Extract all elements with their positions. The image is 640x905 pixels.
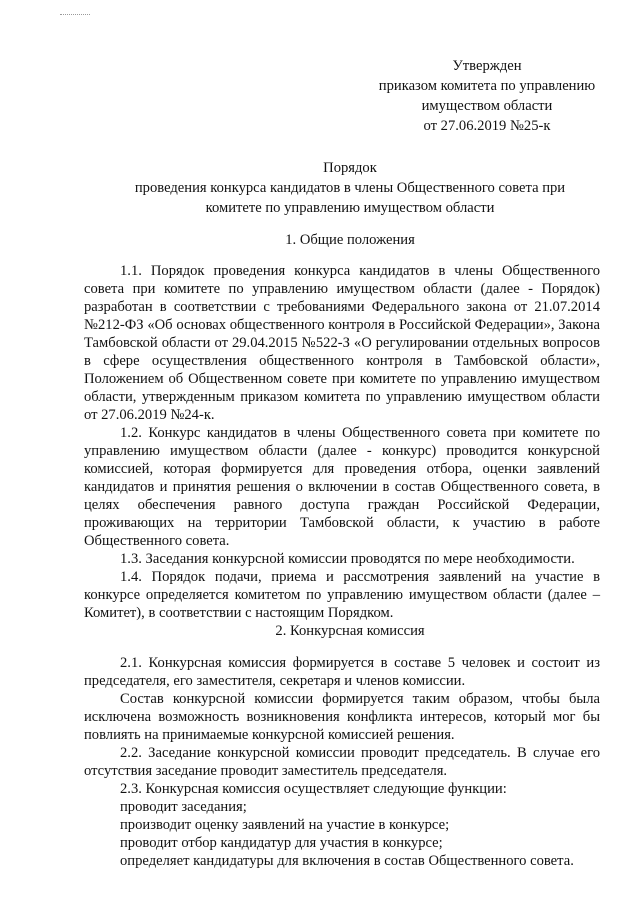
paragraph-2-1b: Состав конкурсной комиссии формируется таким образом, чтобы была исключена возможность возникновения конфликта интересов, который мог бы повлиять на принимаемые конкурсной комиссией решения. bbox=[84, 691, 600, 743]
paragraph-2-1: 2.1. Конкурсная комиссия формируется в составе 5 человек и состоит из председателя, его заместителя, секретаря и членов комиссии. bbox=[84, 655, 600, 689]
approval-line: приказом комитета по управлению bbox=[378, 78, 596, 94]
function-item: проводит отбор кандидатур для участия в конкурсе; bbox=[120, 835, 443, 851]
function-item: проводит заседания; bbox=[120, 799, 247, 815]
section-2-heading: 2. Конкурсная комиссия bbox=[275, 623, 425, 639]
paragraph-1-2: 1.2. Конкурс кандидатов в члены Общественного совета при комитете по управлению имуществом области (далее - конкурс) проводится конкурсной комиссией, которая формируется для проведения отбора, оценки заявлений кандидатов и принятия решения о включении в состав Общественного совета, в целях обеспечения равного доступа граждан Российской Федерации, проживающих на территории Тамбовской области, к участию в работе Общественного совета. bbox=[84, 425, 600, 549]
approval-line: имуществом области bbox=[421, 98, 553, 114]
paragraph-1-3: 1.3. Заседания конкурсной комиссии проводятся по мере необходимости. bbox=[120, 551, 575, 567]
function-item: определяет кандидатуры для включения в состав Общественного совета. bbox=[120, 853, 574, 869]
title-line: проведения конкурса кандидатов в члены Общественного совета при bbox=[134, 180, 566, 196]
paragraph-2-2: 2.2. Заседание конкурсной комиссии проводит председатель. В случае его отсутствия заседание проводит заместитель председателя. bbox=[84, 745, 600, 779]
approval-line: Утвержден bbox=[452, 58, 522, 74]
paragraph-1-1: 1.1. Порядок проведения конкурса кандидатов в члены Общественного совета при комитете по управлению имуществом области (далее - Порядок) разработан в соответствии с требованиями Федерального закона от 21.07.2014 №212-ФЗ «Об основах общественного контроля в Российской Федерации», Закона Тамбовской области от 29.04.2015 №522-З «О регулировании отдельных вопросов в сфере осуществления общественного контроля в Тамбовской области», Положением об Общественном совете при комитете по управлению имуществом области, утвержденным приказом комитета по управлению имуществом области от 27.06.2019 №24-к. bbox=[84, 263, 600, 423]
section-1-heading: 1. Общие положения bbox=[285, 232, 415, 248]
scan-artifact bbox=[60, 14, 90, 16]
title-line: комитете по управлению имуществом области bbox=[205, 200, 495, 216]
function-item: производит оценку заявлений на участие в конкурсе; bbox=[120, 817, 450, 833]
section-2-body bbox=[84, 654, 600, 870]
approval-block bbox=[352, 56, 622, 136]
approval-line: от 27.06.2019 №25-к bbox=[423, 118, 551, 134]
paragraph-2-3: 2.3. Конкурсная комиссия осуществляет следующие функции: bbox=[120, 781, 507, 797]
document-title bbox=[60, 158, 640, 218]
section-1-body bbox=[84, 262, 600, 622]
title-line: Порядок bbox=[323, 160, 377, 176]
paragraph-1-4: 1.4. Порядок подачи, приема и рассмотрения заявлений на участие в конкурсе определяется комитетом по управлению имуществом области (далее – Комитет), в соответствии с настоящим Порядком. bbox=[84, 569, 600, 621]
